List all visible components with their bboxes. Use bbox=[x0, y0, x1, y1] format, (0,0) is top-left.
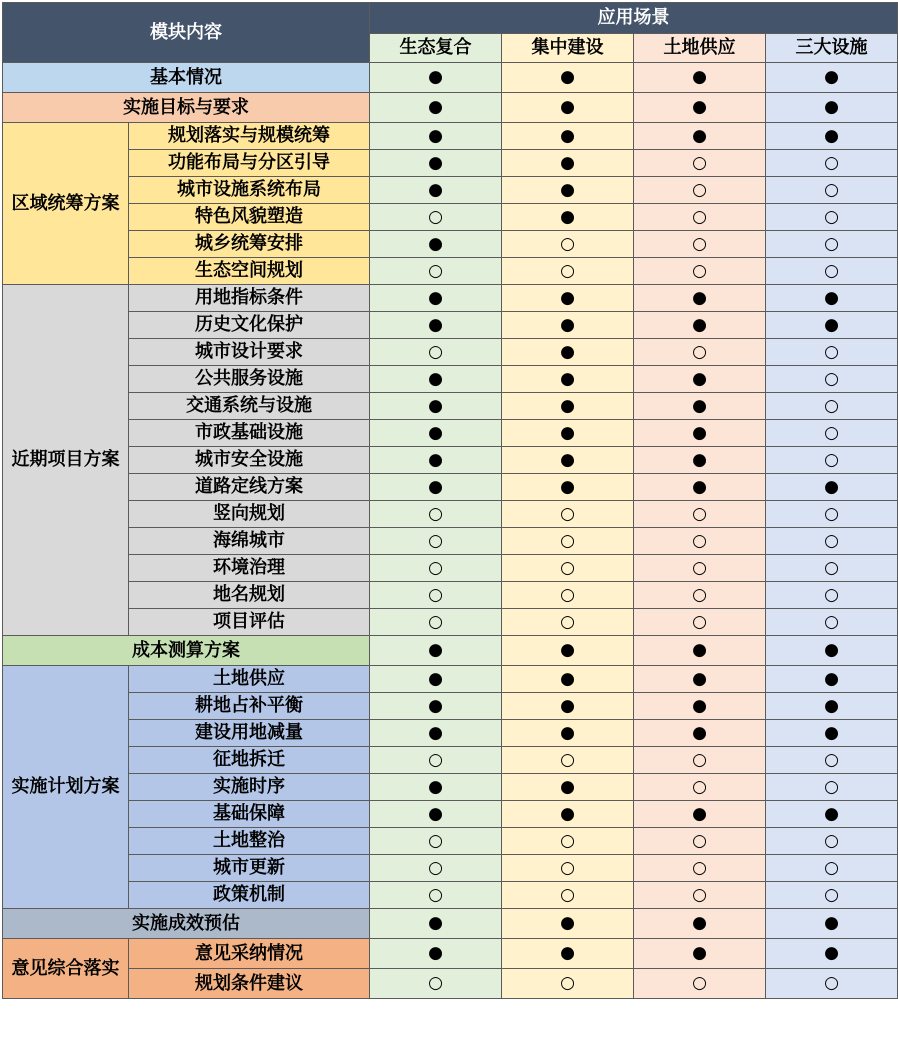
mark-eco: ● bbox=[370, 636, 502, 666]
item-label: 规划落实与规模统筹 bbox=[129, 123, 370, 150]
mark-construction: ● bbox=[502, 801, 634, 828]
mark-construction: ○ bbox=[502, 555, 634, 582]
mark-land: ○ bbox=[634, 339, 766, 366]
mark-land: ● bbox=[634, 720, 766, 747]
mark-construction: ○ bbox=[502, 828, 634, 855]
mark-construction: ● bbox=[502, 420, 634, 447]
mark-land: ○ bbox=[634, 150, 766, 177]
mark-facilities: ● bbox=[766, 939, 898, 969]
mark-eco: ● bbox=[370, 123, 502, 150]
mark-eco: ○ bbox=[370, 882, 502, 909]
mark-construction: ● bbox=[502, 63, 634, 93]
mark-construction: ● bbox=[502, 474, 634, 501]
group-label: 意见综合落实 bbox=[3, 939, 129, 999]
mark-eco: ● bbox=[370, 720, 502, 747]
item-label: 实施时序 bbox=[129, 774, 370, 801]
mark-construction: ● bbox=[502, 177, 634, 204]
mark-eco: ○ bbox=[370, 339, 502, 366]
mark-eco: ● bbox=[370, 909, 502, 939]
table-row bbox=[3, 258, 898, 285]
mark-land: ○ bbox=[634, 555, 766, 582]
mark-facilities: ○ bbox=[766, 882, 898, 909]
table-row bbox=[3, 720, 898, 747]
mark-eco: ● bbox=[370, 366, 502, 393]
mark-construction: ● bbox=[502, 312, 634, 339]
table-row bbox=[3, 231, 898, 258]
mark-land: ○ bbox=[634, 774, 766, 801]
mark-facilities: ○ bbox=[766, 774, 898, 801]
item-label: 土地供应 bbox=[129, 666, 370, 693]
mark-eco: ● bbox=[370, 177, 502, 204]
scenario-col-land: 土地供应 bbox=[634, 34, 766, 63]
item-label: 特色风貌塑造 bbox=[129, 204, 370, 231]
mark-facilities: ● bbox=[766, 312, 898, 339]
mark-eco: ● bbox=[370, 63, 502, 93]
mark-eco: ● bbox=[370, 801, 502, 828]
mark-land: ○ bbox=[634, 258, 766, 285]
item-label: 地名规划 bbox=[129, 582, 370, 609]
table-row bbox=[3, 204, 898, 231]
mark-eco: ● bbox=[370, 474, 502, 501]
table-row bbox=[3, 828, 898, 855]
item-label: 生态空间规划 bbox=[129, 258, 370, 285]
table-row bbox=[3, 474, 898, 501]
table-row bbox=[3, 693, 898, 720]
mark-eco: ● bbox=[370, 693, 502, 720]
mark-eco: ● bbox=[370, 393, 502, 420]
scenario-col-eco: 生态复合 bbox=[370, 34, 502, 63]
mark-facilities: ○ bbox=[766, 582, 898, 609]
mark-land: ● bbox=[634, 801, 766, 828]
mark-facilities: ● bbox=[766, 63, 898, 93]
item-label: 海绵城市 bbox=[129, 528, 370, 555]
mark-land: ● bbox=[634, 123, 766, 150]
mark-construction: ● bbox=[502, 150, 634, 177]
mark-land: ○ bbox=[634, 882, 766, 909]
mark-facilities: ● bbox=[766, 123, 898, 150]
mark-land: ○ bbox=[634, 177, 766, 204]
item-label: 城市安全设施 bbox=[129, 447, 370, 474]
mark-land: ● bbox=[634, 666, 766, 693]
table-row bbox=[3, 501, 898, 528]
mark-construction: ○ bbox=[502, 258, 634, 285]
group-label: 基本情况 bbox=[3, 63, 370, 93]
mark-eco: ○ bbox=[370, 855, 502, 882]
mark-eco: ● bbox=[370, 150, 502, 177]
mark-facilities: ● bbox=[766, 720, 898, 747]
mark-construction: ● bbox=[502, 636, 634, 666]
group-row-eval bbox=[3, 909, 898, 939]
mark-eco: ● bbox=[370, 774, 502, 801]
item-label: 政策机制 bbox=[129, 882, 370, 909]
mark-land: ○ bbox=[634, 204, 766, 231]
mark-construction: ○ bbox=[502, 747, 634, 774]
mark-facilities: ○ bbox=[766, 828, 898, 855]
mark-eco: ○ bbox=[370, 258, 502, 285]
table-row bbox=[3, 366, 898, 393]
mark-eco: ○ bbox=[370, 204, 502, 231]
mark-eco: ● bbox=[370, 312, 502, 339]
mark-land: ● bbox=[634, 636, 766, 666]
item-label: 公共服务设施 bbox=[129, 366, 370, 393]
mark-facilities: ○ bbox=[766, 447, 898, 474]
mark-facilities: ● bbox=[766, 693, 898, 720]
mark-facilities: ○ bbox=[766, 366, 898, 393]
module-content-header: 模块内容 bbox=[3, 3, 370, 63]
table-row bbox=[3, 747, 898, 774]
table-row bbox=[3, 528, 898, 555]
group-label: 实施目标与要求 bbox=[3, 93, 370, 123]
mark-land: ● bbox=[634, 285, 766, 312]
mark-land: ● bbox=[634, 447, 766, 474]
mark-land: ○ bbox=[634, 582, 766, 609]
item-label: 基础保障 bbox=[129, 801, 370, 828]
mark-construction: ● bbox=[502, 447, 634, 474]
mark-land: ● bbox=[634, 909, 766, 939]
item-label: 交通系统与设施 bbox=[129, 393, 370, 420]
group-label: 实施成效预估 bbox=[3, 909, 370, 939]
mark-land: ● bbox=[634, 366, 766, 393]
mark-facilities: ○ bbox=[766, 393, 898, 420]
mark-construction: ○ bbox=[502, 609, 634, 636]
mark-land: ● bbox=[634, 474, 766, 501]
mark-construction: ● bbox=[502, 93, 634, 123]
mark-construction: ○ bbox=[502, 855, 634, 882]
item-label: 市政基础设施 bbox=[129, 420, 370, 447]
mark-construction: ○ bbox=[502, 501, 634, 528]
group-label: 近期项目方案 bbox=[3, 285, 129, 636]
mark-eco: ○ bbox=[370, 747, 502, 774]
group-label: 区域统筹方案 bbox=[3, 123, 129, 285]
table-row bbox=[3, 939, 898, 969]
mark-land: ● bbox=[634, 393, 766, 420]
module-scenario-matrix bbox=[2, 2, 898, 999]
table-row bbox=[3, 774, 898, 801]
item-label: 城市更新 bbox=[129, 855, 370, 882]
table-row bbox=[3, 609, 898, 636]
mark-land: ● bbox=[634, 693, 766, 720]
mark-eco: ● bbox=[370, 93, 502, 123]
mark-land: ○ bbox=[634, 501, 766, 528]
item-label: 项目评估 bbox=[129, 609, 370, 636]
scenario-col-facilities: 三大设施 bbox=[766, 34, 898, 63]
matrix-body bbox=[3, 63, 898, 999]
table-row bbox=[3, 582, 898, 609]
table-row bbox=[3, 969, 898, 999]
mark-eco: ● bbox=[370, 420, 502, 447]
mark-facilities: ○ bbox=[766, 420, 898, 447]
mark-facilities: ● bbox=[766, 666, 898, 693]
mark-land: ○ bbox=[634, 969, 766, 999]
table-row bbox=[3, 447, 898, 474]
mark-construction: ● bbox=[502, 909, 634, 939]
item-label: 意见采纳情况 bbox=[129, 939, 370, 969]
table-row bbox=[3, 393, 898, 420]
mark-construction: ○ bbox=[502, 528, 634, 555]
mark-construction: ● bbox=[502, 693, 634, 720]
mark-eco: ● bbox=[370, 285, 502, 312]
item-label: 城市设施系统布局 bbox=[129, 177, 370, 204]
table-row bbox=[3, 882, 898, 909]
mark-eco: ● bbox=[370, 231, 502, 258]
mark-construction: ○ bbox=[502, 882, 634, 909]
mark-land: ● bbox=[634, 63, 766, 93]
mark-facilities: ○ bbox=[766, 528, 898, 555]
table-row bbox=[3, 150, 898, 177]
table-row bbox=[3, 312, 898, 339]
table-row bbox=[3, 123, 898, 150]
item-label: 用地指标条件 bbox=[129, 285, 370, 312]
mark-facilities: ○ bbox=[766, 339, 898, 366]
mark-construction: ○ bbox=[502, 231, 634, 258]
mark-construction: ● bbox=[502, 666, 634, 693]
item-label: 建设用地减量 bbox=[129, 720, 370, 747]
group-row-cost bbox=[3, 636, 898, 666]
mark-eco: ○ bbox=[370, 555, 502, 582]
item-label: 规划条件建议 bbox=[129, 969, 370, 999]
mark-construction: ● bbox=[502, 204, 634, 231]
mark-construction: ● bbox=[502, 366, 634, 393]
mark-facilities: ○ bbox=[766, 855, 898, 882]
scenario-header: 应用场景 bbox=[370, 3, 898, 34]
mark-land: ● bbox=[634, 939, 766, 969]
table-row bbox=[3, 555, 898, 582]
mark-facilities: ○ bbox=[766, 501, 898, 528]
item-label: 城市设计要求 bbox=[129, 339, 370, 366]
mark-facilities: ○ bbox=[766, 258, 898, 285]
mark-construction: ● bbox=[502, 123, 634, 150]
table-row bbox=[3, 339, 898, 366]
mark-eco: ● bbox=[370, 666, 502, 693]
mark-construction: ● bbox=[502, 720, 634, 747]
item-label: 历史文化保护 bbox=[129, 312, 370, 339]
mark-facilities: ● bbox=[766, 801, 898, 828]
mark-eco: ○ bbox=[370, 969, 502, 999]
group-row-goal bbox=[3, 93, 898, 123]
mark-construction: ● bbox=[502, 393, 634, 420]
group-label: 实施计划方案 bbox=[3, 666, 129, 909]
table-row bbox=[3, 801, 898, 828]
item-label: 竖向规划 bbox=[129, 501, 370, 528]
mark-construction: ○ bbox=[502, 582, 634, 609]
mark-land: ○ bbox=[634, 747, 766, 774]
mark-eco: ○ bbox=[370, 828, 502, 855]
item-label: 征地拆迁 bbox=[129, 747, 370, 774]
mark-eco: ● bbox=[370, 939, 502, 969]
mark-facilities: ● bbox=[766, 93, 898, 123]
mark-facilities: ○ bbox=[766, 555, 898, 582]
mark-construction: ● bbox=[502, 939, 634, 969]
mark-construction: ● bbox=[502, 285, 634, 312]
mark-construction: ○ bbox=[502, 969, 634, 999]
mark-eco: ○ bbox=[370, 501, 502, 528]
mark-facilities: ○ bbox=[766, 609, 898, 636]
mark-facilities: ○ bbox=[766, 204, 898, 231]
mark-construction: ● bbox=[502, 774, 634, 801]
mark-facilities: ● bbox=[766, 474, 898, 501]
mark-facilities: ● bbox=[766, 285, 898, 312]
item-label: 功能布局与分区引导 bbox=[129, 150, 370, 177]
table-row bbox=[3, 177, 898, 204]
mark-facilities: ○ bbox=[766, 747, 898, 774]
mark-land: ○ bbox=[634, 855, 766, 882]
mark-facilities: ○ bbox=[766, 231, 898, 258]
item-label: 耕地占补平衡 bbox=[129, 693, 370, 720]
table-row bbox=[3, 666, 898, 693]
mark-land: ● bbox=[634, 312, 766, 339]
mark-eco: ○ bbox=[370, 528, 502, 555]
mark-construction: ● bbox=[502, 339, 634, 366]
item-label: 土地整治 bbox=[129, 828, 370, 855]
group-row-basic bbox=[3, 63, 898, 93]
mark-facilities: ● bbox=[766, 909, 898, 939]
table-row bbox=[3, 420, 898, 447]
mark-land: ● bbox=[634, 420, 766, 447]
scenario-col-construction: 集中建设 bbox=[502, 34, 634, 63]
mark-facilities: ● bbox=[766, 636, 898, 666]
mark-land: ● bbox=[634, 93, 766, 123]
table-row bbox=[3, 855, 898, 882]
mark-land: ○ bbox=[634, 231, 766, 258]
mark-land: ○ bbox=[634, 828, 766, 855]
table-row bbox=[3, 285, 898, 312]
item-label: 环境治理 bbox=[129, 555, 370, 582]
item-label: 城乡统筹安排 bbox=[129, 231, 370, 258]
mark-facilities: ○ bbox=[766, 177, 898, 204]
mark-facilities: ○ bbox=[766, 969, 898, 999]
mark-facilities: ○ bbox=[766, 150, 898, 177]
mark-eco: ● bbox=[370, 447, 502, 474]
mark-eco: ○ bbox=[370, 609, 502, 636]
mark-land: ○ bbox=[634, 609, 766, 636]
mark-eco: ○ bbox=[370, 582, 502, 609]
mark-land: ○ bbox=[634, 528, 766, 555]
item-label: 道路定线方案 bbox=[129, 474, 370, 501]
group-label: 成本测算方案 bbox=[3, 636, 370, 666]
